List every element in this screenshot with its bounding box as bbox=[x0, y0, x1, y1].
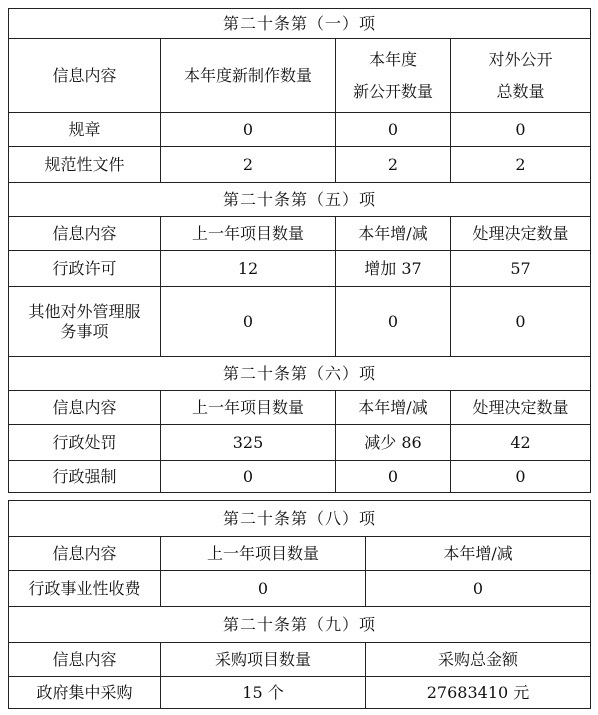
row-label bbox=[9, 287, 161, 357]
header-procurement-count: 采购项目数量 bbox=[161, 643, 366, 677]
row-label-line1: 其他对外管理服 bbox=[28, 301, 141, 321]
section-8-title: 第二十条第（八）项 bbox=[9, 501, 591, 537]
row-label: 行政许可 bbox=[9, 251, 161, 287]
header-last-year-count: 上一年项目数量 bbox=[161, 391, 336, 425]
cell-total: 2 bbox=[451, 147, 591, 183]
cell-published: 0 bbox=[336, 113, 451, 147]
table-row bbox=[9, 425, 591, 461]
table-row bbox=[9, 113, 591, 147]
cell-last-year: 0 bbox=[161, 461, 336, 493]
table-row bbox=[9, 461, 591, 493]
table-row bbox=[9, 147, 591, 183]
cell-procurement-count: 15 个 bbox=[161, 677, 366, 709]
section-1-title: 第二十条第（一）项 bbox=[9, 9, 591, 39]
table-row bbox=[9, 571, 591, 607]
table-row bbox=[9, 287, 591, 357]
cell-change: 0 bbox=[336, 461, 451, 493]
table-row bbox=[9, 677, 591, 709]
cell-change: 0 bbox=[366, 571, 591, 607]
cell-last-year: 0 bbox=[161, 287, 336, 357]
header-decisions-count: 处理决定数量 bbox=[451, 217, 591, 251]
cell-decisions: 0 bbox=[451, 461, 591, 493]
section-9-title: 第二十条第（九）项 bbox=[9, 607, 591, 643]
header-procurement-amount: 采购总金额 bbox=[366, 643, 591, 677]
cell-last-year: 325 bbox=[161, 425, 336, 461]
header-info-content: 信息内容 bbox=[9, 391, 161, 425]
cell-change: 减少 86 bbox=[336, 425, 451, 461]
cell-new: 0 bbox=[161, 113, 336, 147]
cell-change: 0 bbox=[336, 287, 451, 357]
cell-total: 0 bbox=[451, 113, 591, 147]
cell-decisions: 0 bbox=[451, 287, 591, 357]
header-last-year-count: 上一年项目数量 bbox=[161, 217, 336, 251]
row-label: 行政事业性收费 bbox=[9, 571, 161, 607]
header-total-published-count bbox=[451, 39, 591, 113]
header-new-published-line2: 新公开数量 bbox=[352, 81, 433, 101]
header-year-change: 本年增/减 bbox=[336, 217, 451, 251]
cell-new: 2 bbox=[161, 147, 336, 183]
section-6-title: 第二十条第（六）项 bbox=[9, 357, 591, 391]
cell-change: 增加 37 bbox=[336, 251, 451, 287]
header-new-published-count bbox=[336, 39, 451, 113]
cell-decisions: 57 bbox=[451, 251, 591, 287]
header-total-published-line2: 总数量 bbox=[496, 81, 545, 101]
row-label: 规章 bbox=[9, 113, 161, 147]
row-label-line2: 务事项 bbox=[60, 321, 109, 341]
table-row bbox=[9, 251, 591, 287]
section-8-9-table bbox=[8, 500, 591, 709]
header-info-content: 信息内容 bbox=[9, 537, 161, 571]
section-5-title: 第二十条第（五）项 bbox=[9, 183, 591, 217]
header-last-year-count: 上一年项目数量 bbox=[161, 537, 366, 571]
cell-last-year: 0 bbox=[161, 571, 366, 607]
header-info-content: 信息内容 bbox=[9, 643, 161, 677]
section-1-table bbox=[8, 8, 591, 493]
header-year-change: 本年增/减 bbox=[366, 537, 591, 571]
header-year-change: 本年增/减 bbox=[336, 391, 451, 425]
row-label: 规范性文件 bbox=[9, 147, 161, 183]
header-decisions-count: 处理决定数量 bbox=[451, 391, 591, 425]
cell-published: 2 bbox=[336, 147, 451, 183]
cell-decisions: 42 bbox=[451, 425, 591, 461]
header-new-published-line1: 本年度 bbox=[368, 49, 417, 69]
header-total-published-line1: 对外公开 bbox=[488, 49, 553, 69]
header-info-content: 信息内容 bbox=[9, 39, 161, 113]
row-label: 政府集中采购 bbox=[9, 677, 161, 709]
row-label: 行政强制 bbox=[9, 461, 161, 493]
row-label: 行政处罚 bbox=[9, 425, 161, 461]
header-new-made-count: 本年度新制作数量 bbox=[161, 39, 336, 113]
cell-last-year: 12 bbox=[161, 251, 336, 287]
cell-procurement-amount: 27683410 元 bbox=[366, 677, 591, 709]
header-info-content: 信息内容 bbox=[9, 217, 161, 251]
